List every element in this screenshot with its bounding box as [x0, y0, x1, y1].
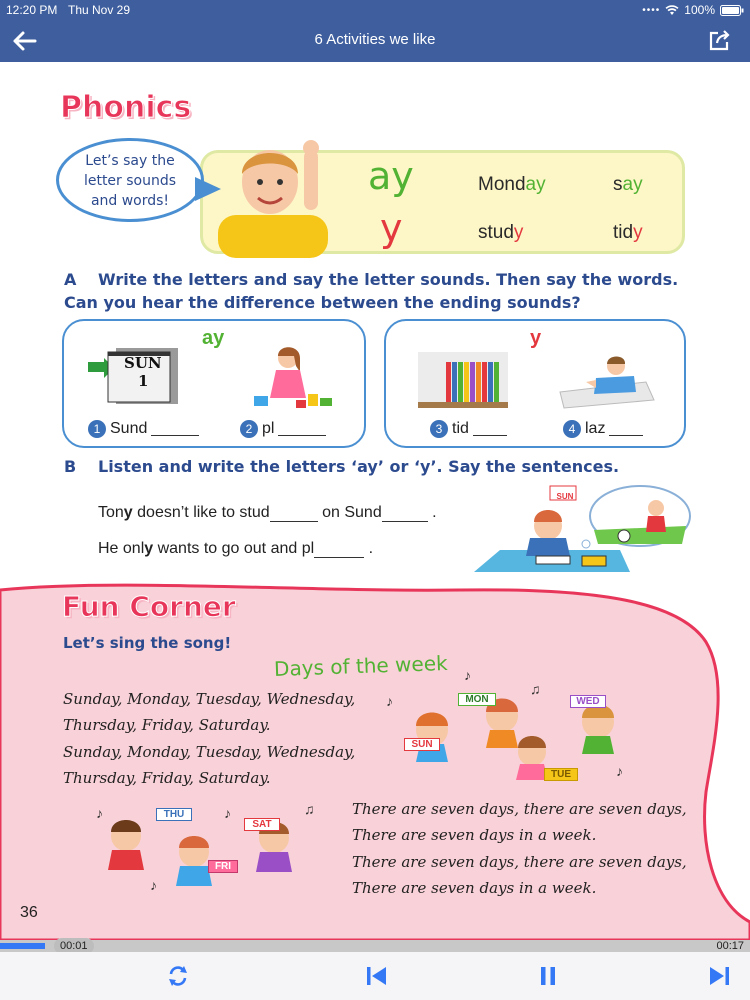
card-y-heading: y [530, 327, 542, 349]
answer-blank-1[interactable] [151, 422, 199, 436]
boy-studying-illustration [470, 480, 692, 580]
status-date: Thu Nov 29 [68, 3, 131, 17]
calendar-day-label: SUN [124, 354, 162, 372]
number-badge: 1 [88, 420, 106, 438]
share-icon[interactable] [706, 26, 734, 54]
answer-blank-4[interactable] [609, 422, 643, 436]
speech-bubble [56, 138, 204, 222]
phonics-y-letter: y [380, 206, 403, 250]
svg-text:♪: ♪ [464, 667, 471, 683]
girl-playing-illustration [248, 344, 340, 412]
svg-text:♫: ♫ [530, 681, 541, 697]
sentence-2: He only wants to go out and pl . [98, 540, 374, 557]
section-a-text: Write the letters and say the letter sounds. Then say the words. Can you hear the difference between the ending sounds? [64, 270, 679, 312]
lyric-left-1: Sunday, Monday, Tuesday, Wednesday, [63, 690, 356, 708]
sentence-1-blank-1[interactable] [270, 508, 318, 522]
fun-corner-heading: Fun Corner [62, 590, 236, 623]
skip-back-icon[interactable] [362, 962, 390, 990]
lyric-right-3: There are seven days, there are seven days, [352, 853, 687, 871]
skip-forward-icon[interactable] [706, 962, 734, 990]
current-time-label: 00:01 [54, 938, 94, 954]
day-sign-wed: WED [570, 695, 606, 708]
item-1-text: Sund [110, 420, 148, 437]
lyric-left-2: Thursday, Friday, Saturday. [63, 716, 271, 734]
lyric-right-1: There are seven days, there are seven days, [352, 800, 687, 818]
bubble-line-2: letter sounds [83, 173, 177, 189]
day-sign-sun: SUN [404, 738, 440, 751]
boy-pointing-illustration [208, 130, 348, 258]
sing-instruction: Let’s sing the song! [63, 634, 232, 652]
day-sign-mon: MON [458, 693, 496, 706]
sentence-1: Tony doesn’t like to stud on Sund . [98, 504, 437, 521]
audio-progress-bar[interactable] [0, 940, 750, 952]
phonics-ay-letters: ay [368, 154, 414, 198]
book-page[interactable] [0, 62, 750, 940]
day-sign-sat: SAT [244, 818, 280, 831]
svg-text:♪: ♪ [150, 877, 157, 893]
phonics-heading: Phonics [60, 90, 192, 125]
signal-dots-icon: •••• [642, 4, 661, 16]
item-2-text: pl [262, 420, 275, 437]
section-a-question [64, 268, 704, 314]
song-title: Days of the week [273, 650, 449, 682]
section-b-question [64, 457, 619, 476]
answer-blank-3[interactable] [473, 422, 507, 436]
lazy-boy-illustration [556, 352, 658, 410]
battery-percent: 100% [684, 3, 715, 17]
repeat-icon[interactable] [164, 962, 192, 990]
item-3-text: tid [452, 420, 469, 437]
bubble-line-1: Let’s say the [85, 153, 175, 169]
svg-text:♪: ♪ [224, 805, 231, 821]
number-badge: 3 [430, 420, 448, 438]
books-shelf-illustration [418, 352, 508, 408]
section-b-text: Listen and write the letters ‘ay’ or ‘y’. Say the sentences. [98, 457, 620, 476]
sentence-2-blank[interactable] [314, 544, 364, 558]
day-sign-fri: FRI [208, 860, 238, 873]
calendar-day-number: 1 [138, 372, 149, 390]
exercise-item-1 [88, 420, 199, 438]
status-bar [0, 0, 750, 20]
exercise-item-2 [240, 420, 326, 438]
audio-progress-fill [0, 943, 45, 949]
battery-icon [720, 5, 744, 16]
section-a-label: A [64, 270, 77, 289]
lyric-right-2: There are seven days in a week. [352, 826, 597, 844]
lyric-right-4: There are seven days in a week. [352, 879, 597, 897]
page-number: 36 [20, 904, 38, 921]
status-right [642, 3, 744, 17]
item-4-text: laz [585, 420, 606, 437]
day-sign-thu: THU [156, 808, 192, 821]
answer-blank-2[interactable] [278, 422, 326, 436]
svg-text:♪: ♪ [96, 805, 103, 821]
word-tidy: tidy [613, 222, 643, 243]
nav-title: 6 Activities we like [314, 31, 436, 48]
singing-kids-illustration-2 [90, 798, 330, 898]
card-ay-heading: ay [202, 327, 225, 349]
svg-text:♪: ♪ [616, 763, 623, 779]
exercise-item-3 [430, 420, 507, 438]
player-controls [0, 952, 750, 1000]
status-time: 12:20 PM [6, 3, 58, 17]
singing-kids-illustration [380, 666, 630, 786]
sentence-1-blank-2[interactable] [382, 508, 428, 522]
lyric-left-4: Thursday, Friday, Saturday. [63, 769, 271, 787]
sun-sign-label: SUN [556, 492, 574, 501]
word-monday: Monday [478, 174, 546, 195]
number-badge: 2 [240, 420, 258, 438]
svg-text:♫: ♫ [304, 801, 315, 817]
total-time-label: 00:17 [716, 940, 744, 952]
word-say: say [613, 174, 643, 195]
bubble-line-3: and words! [90, 193, 170, 209]
lyric-left-3: Sunday, Monday, Tuesday, Wednesday, [63, 743, 356, 761]
svg-text:♪: ♪ [386, 693, 393, 709]
number-badge: 4 [563, 420, 581, 438]
wifi-icon [665, 5, 679, 16]
word-study: study [478, 222, 524, 243]
day-sign-tue: TUE [544, 768, 578, 781]
nav-bar [0, 20, 750, 62]
pause-icon[interactable] [534, 962, 562, 990]
section-b-label: B [64, 457, 77, 476]
exercise-item-4 [563, 420, 643, 438]
